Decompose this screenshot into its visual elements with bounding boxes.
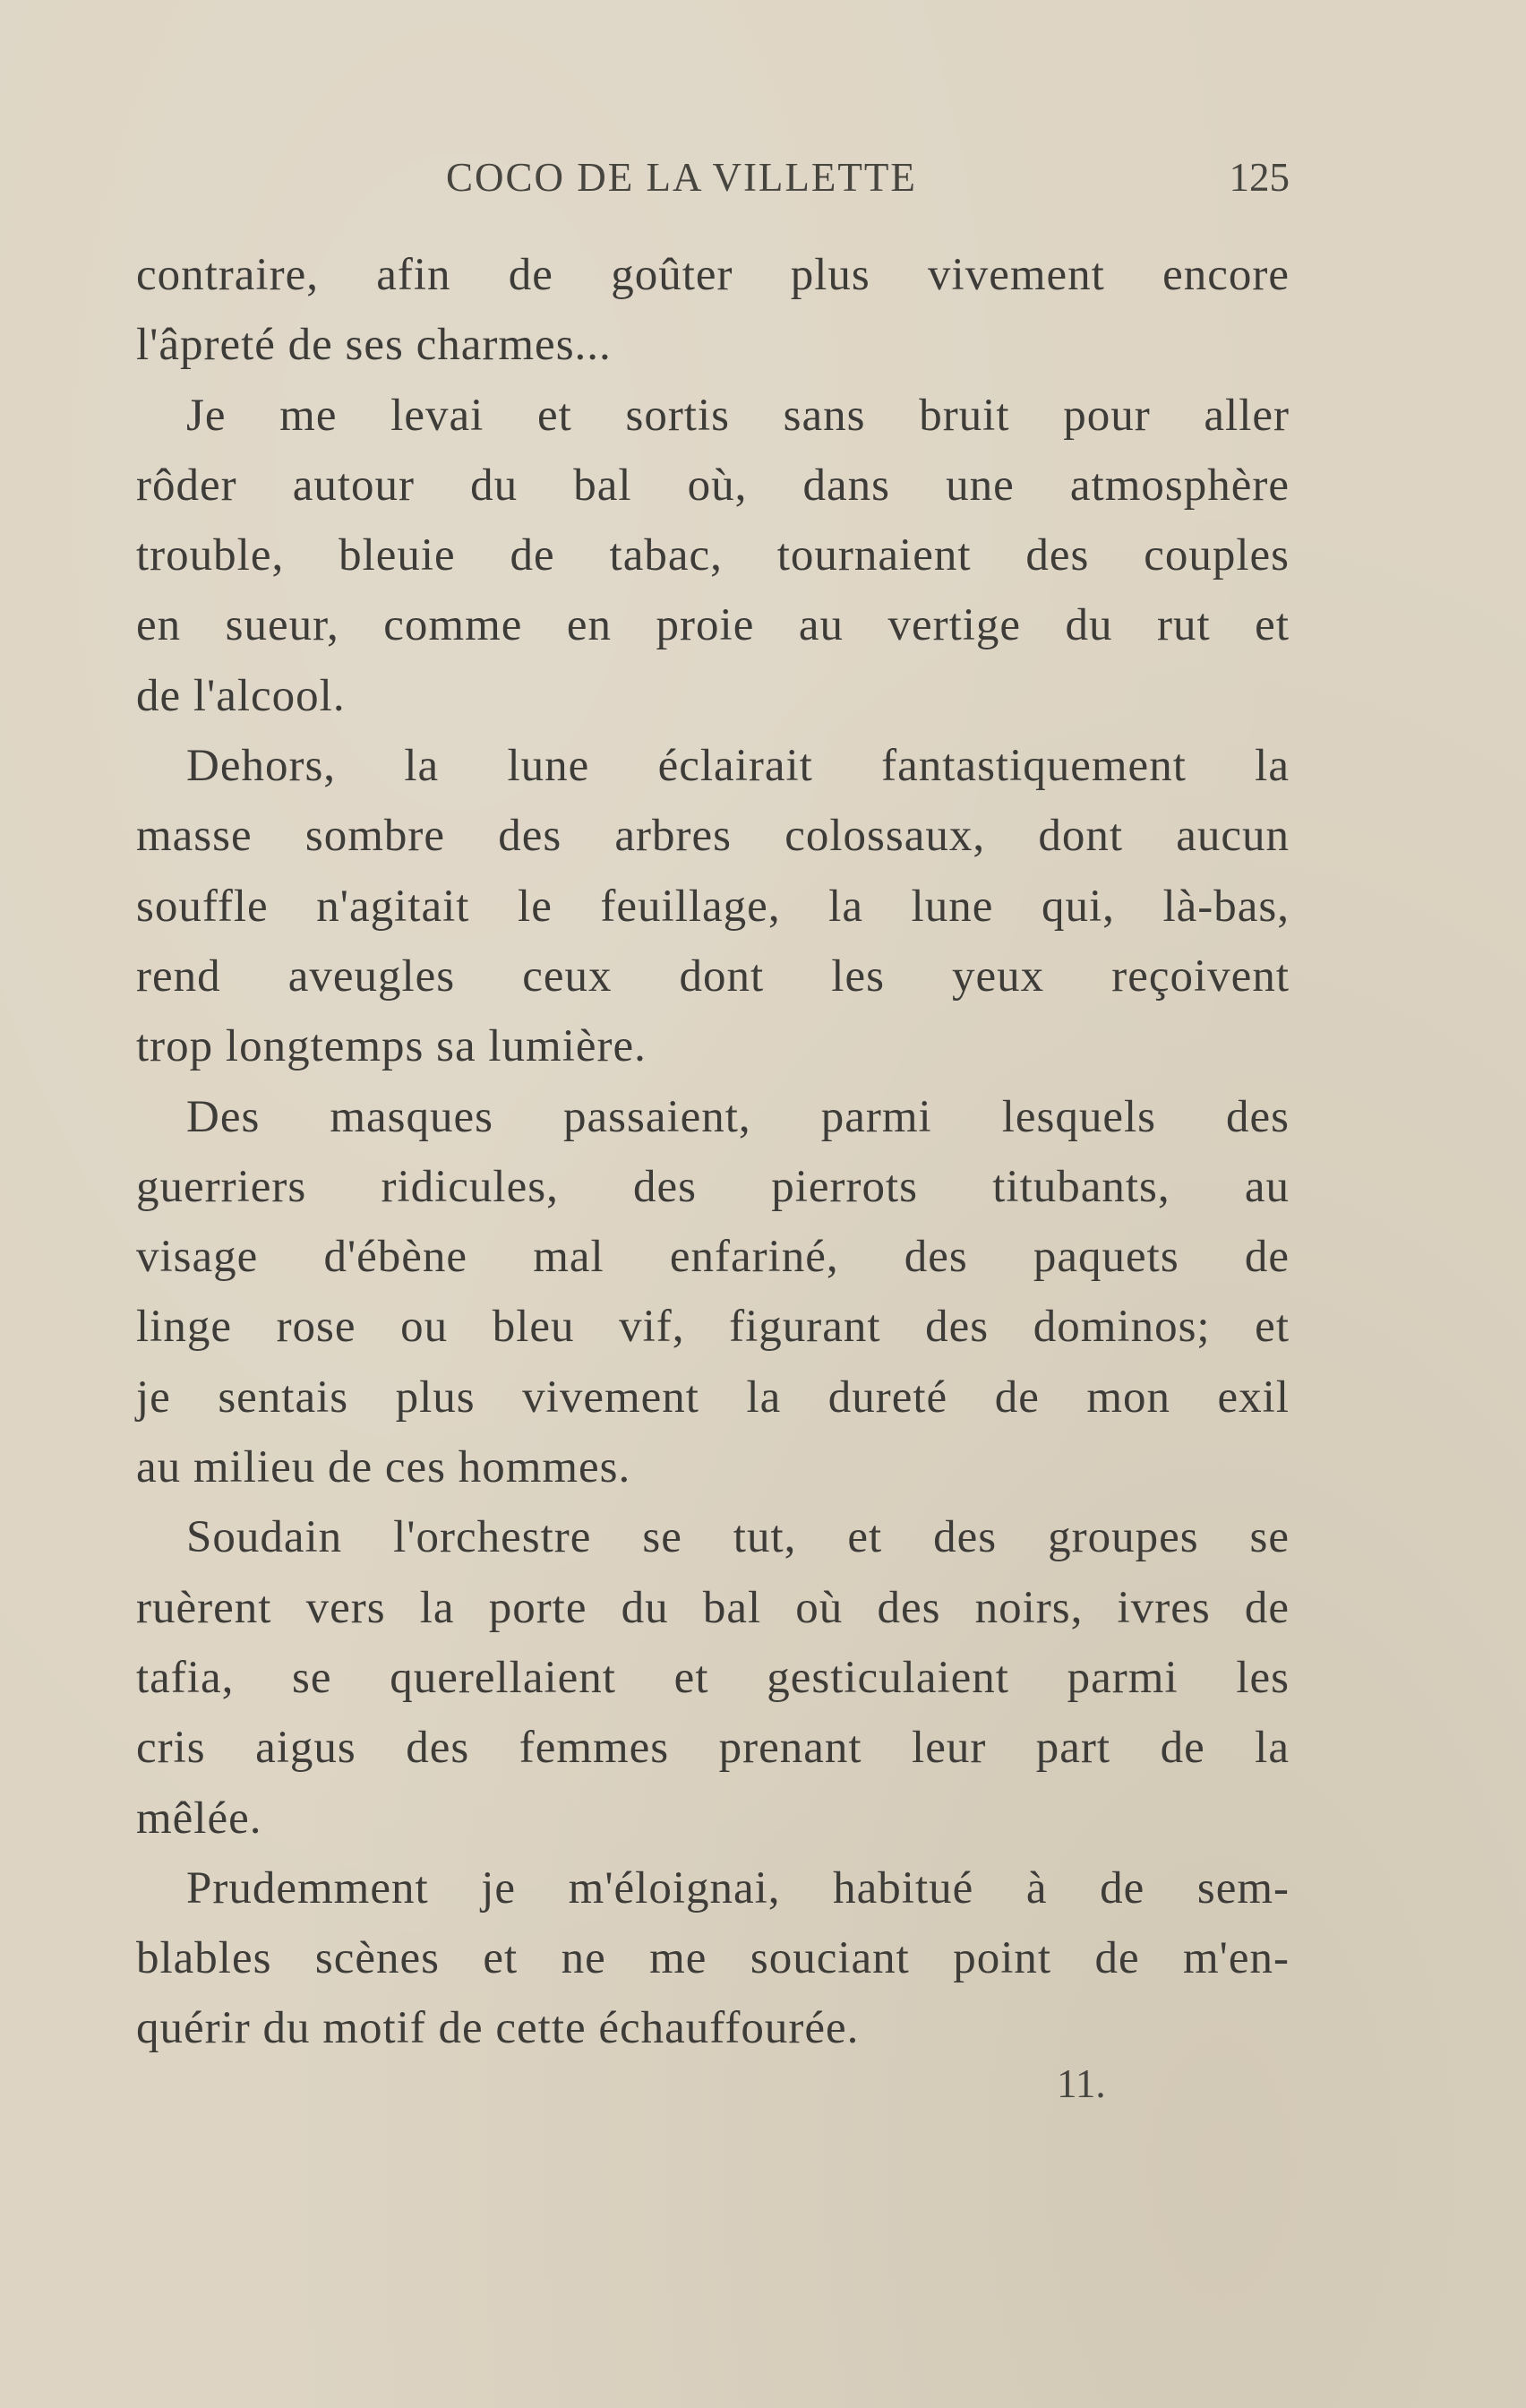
text-line: contraire, afin de goûter plus vivement encore bbox=[136, 250, 1290, 300]
body-text bbox=[136, 240, 1290, 2064]
text-line: mêlée. bbox=[136, 1793, 262, 1844]
text-line: visage d'ébène mal enfariné, des paquets de bbox=[136, 1232, 1290, 1283]
page-number: 125 bbox=[1229, 155, 1290, 200]
text-line: quérir du motif de cette échauffourée. bbox=[136, 2003, 860, 2054]
text-line: Prudemment je m'éloignai, habitué à de sem- bbox=[186, 1862, 1290, 1914]
text-line: masse sombre des arbres colossaux, dont aucun bbox=[136, 811, 1290, 862]
text-line: souffle n'agitait le feuillage, la lune qui, là-bas, bbox=[136, 881, 1290, 932]
text-line: ruèrent vers la porte du bal où des noirs, ivres de bbox=[136, 1582, 1290, 1633]
text-line: de l'alcool. bbox=[136, 670, 346, 721]
text-line: trop longtemps sa lumière. bbox=[136, 1021, 647, 1072]
signature-mark: 11. bbox=[1057, 2061, 1106, 2106]
text-line: Je me levai et sortis sans bruit pour aller bbox=[186, 390, 1290, 441]
text-line: tafia, se querellaient et gesticulaient parmi les bbox=[136, 1652, 1290, 1703]
text-line: Dehors, la lune éclairait fantastiquement la bbox=[186, 741, 1290, 792]
text-line: Soudain l'orchestre se tut, et des groupes se bbox=[186, 1512, 1290, 1563]
text-line: je sentais plus vivement la dureté de mon exil bbox=[136, 1372, 1290, 1423]
text-line: l'âpreté de ses charmes... bbox=[136, 320, 612, 371]
text-line: trouble, bleuie de tabac, tournaient des couples bbox=[136, 530, 1290, 581]
text-line: blables scènes et ne me souciant point de m'en- bbox=[136, 1933, 1290, 1984]
text-line: rôder autour du bal où, dans une atmosphère bbox=[136, 460, 1290, 511]
text-line: cris aigus des femmes prenant leur part de la bbox=[136, 1723, 1290, 1774]
text-line: en sueur, comme en proie au vertige du rut et bbox=[136, 600, 1290, 651]
text-line: Des masques passaient, parmi lesquels des bbox=[186, 1091, 1290, 1142]
text-line: guerriers ridicules, des pierrots titubants, au bbox=[136, 1161, 1290, 1212]
text-line: rend aveugles ceux dont les yeux reçoivent bbox=[136, 950, 1290, 1002]
text-line: au milieu de ces hommes. bbox=[136, 1442, 631, 1493]
running-head bbox=[134, 154, 1290, 208]
running-title: COCO DE LA VILLETTE bbox=[446, 155, 917, 200]
text-line: linge rose ou bleu vif, figurant des dominos; et bbox=[136, 1302, 1290, 1353]
